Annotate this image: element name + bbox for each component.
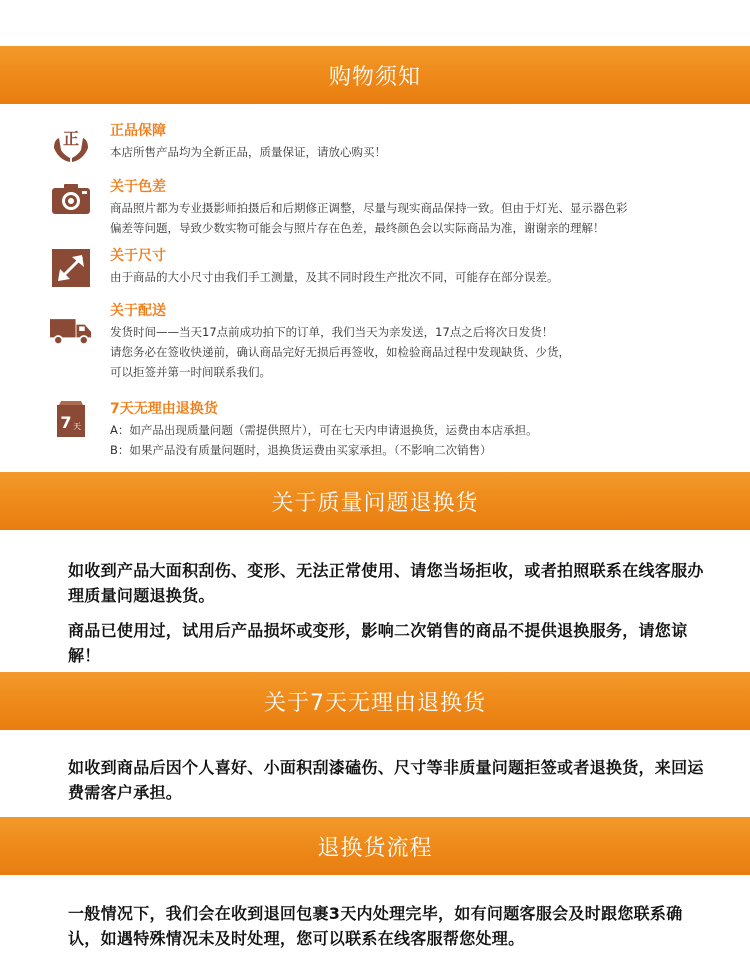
notice-text: 可以拒签并第一时间联系我们。 — [110, 365, 271, 379]
notice-text: A：如产品出现质量问题（需提供照片），可在七天内申请退换货，运费由本店承担。 — [110, 423, 538, 437]
svg-text:天: 天 — [73, 422, 81, 431]
svg-text:正: 正 — [62, 129, 80, 148]
notice-title: 关于配送 — [110, 303, 166, 319]
camera-icon — [50, 178, 92, 220]
banner-title: 购物须知 — [328, 64, 421, 90]
notice-text: B：如果产品没有质量问题时，退换货运费由买家承担。（不影响二次销售） — [110, 443, 492, 457]
resize-arrow-icon — [50, 247, 92, 289]
banner-title: 关于7天无理由退换货 — [264, 690, 486, 716]
notice-text: 商品照片都为专业摄影师拍摄后和后期修正调整，尽量与现实商品保持一致。但由于灯光、显示器色彩 — [110, 201, 628, 215]
svg-text:7: 7 — [60, 413, 72, 432]
notice-text: 请您务必在签收快递前，确认商品完好无损后再签收，如检验商品过程中发现缺货、少货， — [110, 345, 570, 359]
notice-text: 由于商品的大小尺寸由我们手工测量，及其不同时段生产批次不同，可能存在部分误差。 — [110, 270, 559, 284]
notice-size — [50, 247, 720, 293]
banner-quality-return — [0, 472, 750, 530]
paragraph: 如收到商品后因个人喜好、小面积刮漆磕伤、尺寸等非质量问题拒签或者退换货，来回运费需客户承担。 — [68, 758, 704, 802]
notice-title: 正品保障 — [110, 123, 166, 139]
notice-seven-day-return — [50, 400, 720, 460]
notice-title: 关于尺寸 — [110, 248, 166, 264]
notice-delivery — [50, 302, 720, 382]
banner-return-process — [0, 817, 750, 875]
notice-genuine — [50, 122, 720, 168]
delivery-truck-icon — [50, 310, 92, 352]
notice-text: 本店所售产品均为全新正品，质量保证，请放心购买！ — [110, 145, 386, 159]
notice-title: 关于色差 — [110, 179, 166, 195]
banner-title: 退换货流程 — [317, 835, 433, 861]
notice-text: 偏差等问题，导致少数实物可能会与照片存在色差，最终颜色会以实际商品为准，谢谢亲的理解！ — [110, 221, 605, 235]
notice-title: 7天无理由退换货 — [110, 401, 218, 417]
seven-day-return-icon — [50, 400, 92, 442]
notice-color-difference — [50, 178, 720, 234]
paragraph: 一般情况下，我们会在收到退回包裹3天内处理完毕，如有问题客服会及时跟您联系确认，如遇特殊情况未及时处理，您可以联系在线客服帮您处理。 — [68, 904, 683, 948]
banner-no-reason-return — [0, 672, 750, 730]
paragraph: 如收到产品大面积刮伤、变形、无法正常使用、请您当场拒收，或者拍照联系在线客服办理质量问题退换货。 — [68, 561, 704, 605]
banner-title: 关于质量问题退换货 — [271, 490, 479, 516]
notice-text: 发货时间——当天17点前成功拍下的订单，我们当天为亲发送，17点之后将次日发货！ — [110, 325, 554, 339]
genuine-hands-icon — [50, 122, 92, 164]
paragraph: 商品已使用过，试用后产品损坏或变形，影响二次销售的商品不提供退换服务，请您谅解！ — [68, 621, 688, 665]
no-reason-return-section — [68, 755, 708, 815]
banner-shopping-notice — [0, 46, 750, 104]
quality-return-section — [68, 558, 708, 678]
return-process-section — [68, 901, 708, 961]
